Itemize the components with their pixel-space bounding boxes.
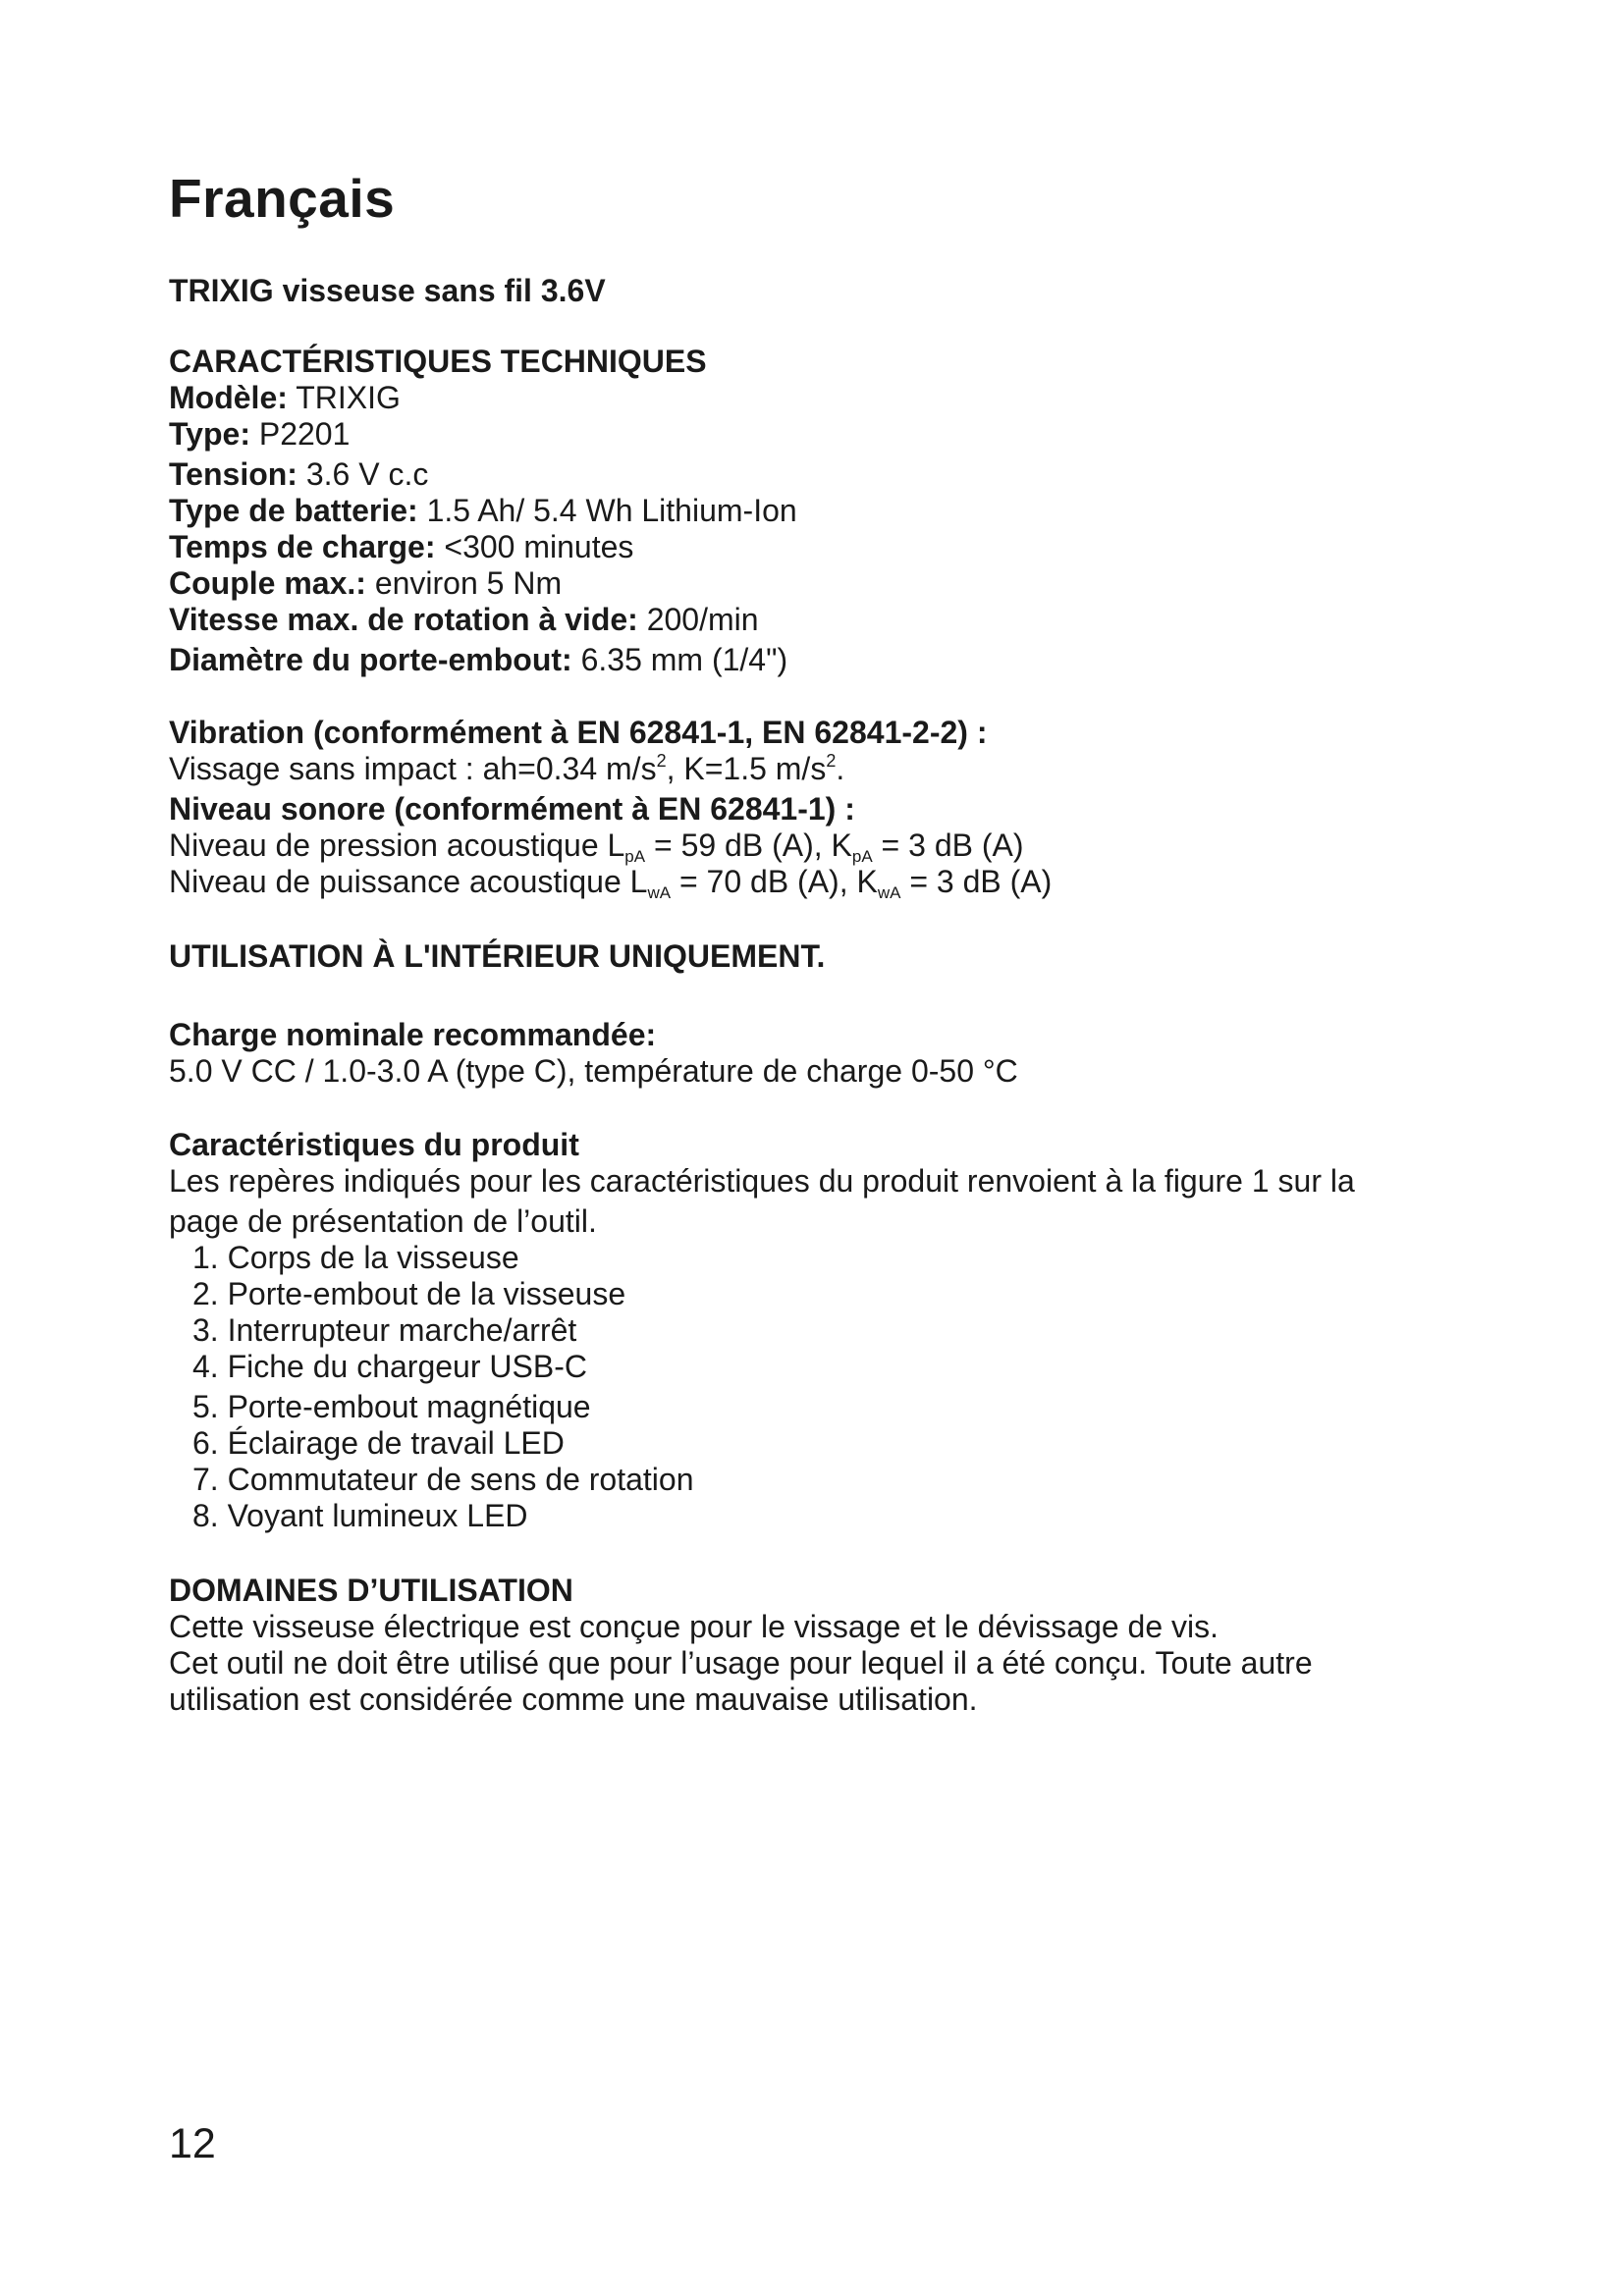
spec-max-speed: Vitesse max. de rotation à vide: 200/min bbox=[169, 602, 759, 637]
usage-line3: utilisation est considérée comme une mauvaise utilisation. bbox=[169, 1682, 978, 1717]
usage-line1: Cette visseuse électrique est conçue pour le vissage et le dévissage de vis. bbox=[169, 1609, 1219, 1644]
list-item: 5. Porte-embout magnétique bbox=[192, 1389, 591, 1424]
technical-specs bbox=[169, 344, 1475, 678]
charge-section bbox=[169, 1017, 1475, 1090]
features-intro-line1: Les repères indiqués pour les caractéristiques du produit renvoient à la figure 1 sur la bbox=[169, 1163, 1355, 1199]
list-item: 6. Éclairage de travail LED bbox=[192, 1425, 565, 1461]
noise-heading: Niveau sonore (conformément à EN 62841-1) : bbox=[169, 791, 855, 827]
noise-pressure-level: Niveau de pression acoustique $L_{pA} = 59$ dB (A), $K_{pA} = 3$ dB (A) bbox=[169, 828, 1024, 866]
spec-model: Modèle: TRIXIG bbox=[169, 380, 401, 415]
vibration-value: Vissage sans impact : ah=0.34 $m/s^2$, K=1.5 $m/s^2$. bbox=[169, 751, 845, 786]
spec-max-torque: Couple max.: environ 5 Nm bbox=[169, 565, 563, 601]
charge-heading: Charge nominale recommandée: bbox=[169, 1017, 657, 1052]
spec-bit-holder-diameter: Diamètre du porte-embout: 6.35 mm (1/4") bbox=[169, 642, 788, 677]
page-number: 12 bbox=[169, 2120, 216, 2167]
features-list bbox=[169, 1240, 1475, 1534]
usage-section bbox=[169, 1573, 1475, 1718]
vibration-heading: Vibration (conformément à EN 62841-1, EN 62841-2-2) : bbox=[169, 715, 988, 750]
indoor-notice bbox=[169, 938, 1475, 975]
list-item: 7. Commutateur de sens de rotation bbox=[192, 1462, 694, 1497]
spec-voltage: Tension: 3.6 V c.c bbox=[169, 456, 429, 492]
features-section bbox=[169, 1127, 1475, 1534]
list-item: 3. Interrupteur marche/arrêt bbox=[192, 1312, 577, 1348]
charge-text: 5.0 V CC / 1.0-3.0 A (type C), température de charge 0-50 °C bbox=[169, 1053, 1018, 1089]
spec-battery-type: Type de batterie: 1.5 Ah/ 5.4 Wh Lithium-Ion bbox=[169, 493, 797, 528]
list-item: 1. Corps de la visseuse bbox=[192, 1240, 519, 1275]
vibration-noise-section bbox=[169, 715, 1475, 900]
product-title: TRIXIG visseuse sans fil 3.6V bbox=[169, 273, 606, 308]
list-item: 2. Porte-embout de la visseuse bbox=[192, 1276, 626, 1311]
features-heading: Caractéristiques du produit bbox=[169, 1127, 579, 1162]
language-heading: Français bbox=[169, 168, 396, 229]
spec-type: Type: P2201 bbox=[169, 416, 351, 452]
list-item: 8. Voyant lumineux LED bbox=[192, 1498, 528, 1533]
usage-heading: DOMAINES D’UTILISATION bbox=[169, 1573, 573, 1608]
specs-heading: CARACTÉRISTIQUES TECHNIQUES bbox=[169, 344, 707, 379]
list-item: 4. Fiche du chargeur USB-C bbox=[192, 1349, 587, 1384]
indoor-notice-text: UTILISATION À L'INTÉRIEUR UNIQUEMENT. bbox=[169, 938, 826, 974]
usage-line2: Cet outil ne doit être utilisé que pour l’usage pour lequel il a été conçu. Toute autre bbox=[169, 1645, 1313, 1681]
noise-power-level: Niveau de puissance acoustique $L_{wA} = 70$ dB (A), $K_{wA} = 3$ dB (A) bbox=[169, 864, 1053, 902]
spec-charge-time: Temps de charge: <300 minutes bbox=[169, 529, 634, 564]
features-intro-line2: page de présentation de l’outil. bbox=[169, 1203, 597, 1239]
